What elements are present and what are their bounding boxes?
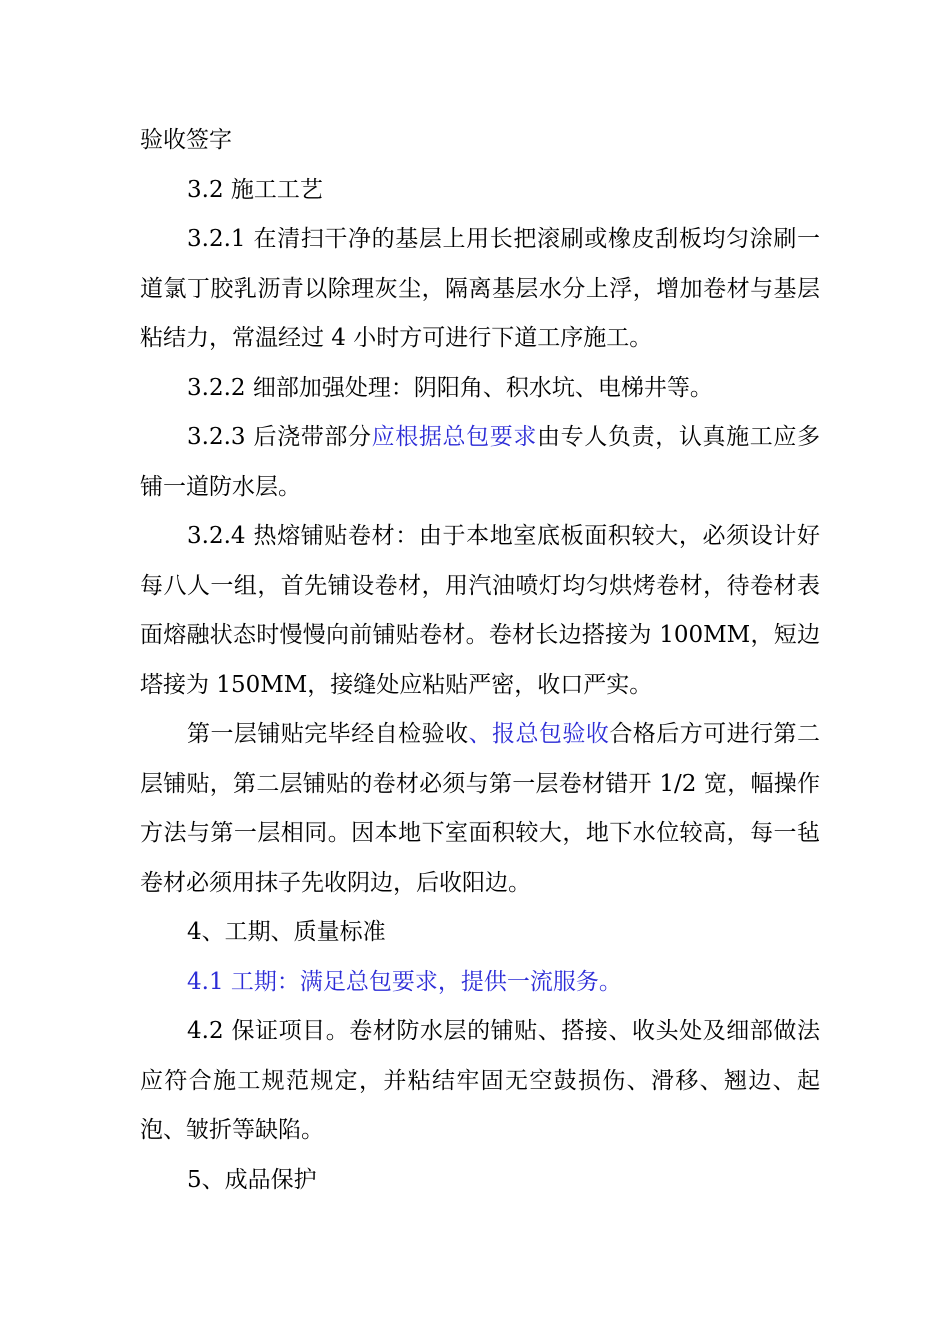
paragraph-3-2-1: 3.2.1 在清扫干净的基层上用长把滚刷或橡皮刮板均匀涂刷一道氯丁胶乳沥青以除理灰尘，隔离基层水分上浮，增加卷材与基层粘结力，常温经过 4 小时方可进行下道工序施工。 — [140, 226, 820, 351]
paragraph-3-2-2: 3.2.2 细部加强处理：阴阳角、积水坑、电梯井等。 — [187, 374, 713, 401]
paragraph-3-2-3 — [140, 413, 820, 512]
heading-construction-process: 3.2 施工工艺 — [187, 176, 323, 203]
paragraph-first-layer-part-a: 第一层铺贴完毕经自检验收 — [187, 721, 469, 747]
paragraph-first-layer — [140, 710, 820, 908]
paragraph-first-layer-highlight: 、报总包验收 — [468, 721, 610, 747]
paragraph-4-2: 4.2 保证项目。卷材防水层的铺贴、搭接、收头处及细部做法应符合施工规范规定，并粘结牢固无空鼓损伤、滑移、翘边、起泡、皱折等缺陷。 — [140, 1018, 820, 1143]
heading-schedule-quality: 4、工期、质量标准 — [187, 919, 386, 945]
paragraph-3-2-3-part-a: 3.2.3 后浇带部分 — [187, 424, 372, 450]
document-body — [140, 116, 820, 1205]
paragraph-acceptance-signature: 验收签字 — [140, 127, 232, 153]
paragraph-3-2-3-part-c: 由专人负责，认真施工应多铺一道防水层。 — [140, 424, 820, 500]
paragraph-3-2-4: 3.2.4 热熔铺贴卷材：由于本地室底板面积较大，必须设计好每八人一组，首先铺设卷材，用汽油喷灯均匀烘烤卷材，待卷材表面熔融状态时慢慢向前铺贴卷材。卷材长边搭接为 100MM，短边塔接为 150MM，接缝处应粘贴严密，收口严实。 — [140, 523, 820, 698]
heading-product-protection: 5、成品保护 — [187, 1166, 317, 1193]
paragraph-first-layer-part-c: 合格后方可进行第二层铺贴，第二层铺贴的卷材必须与第一层卷材错开 1/2 宽，幅操作方法与第一层相同。因本地下室面积较大，地下水位较高，每一毡卷材必须用抹子先收阴边，后收阳边。 — [140, 721, 821, 896]
paragraph-3-2-3-highlight: 应根据总包要求 — [371, 424, 538, 450]
paragraph-4-1: 4.1 工期：满足总包要求，提供一流服务。 — [187, 968, 622, 995]
